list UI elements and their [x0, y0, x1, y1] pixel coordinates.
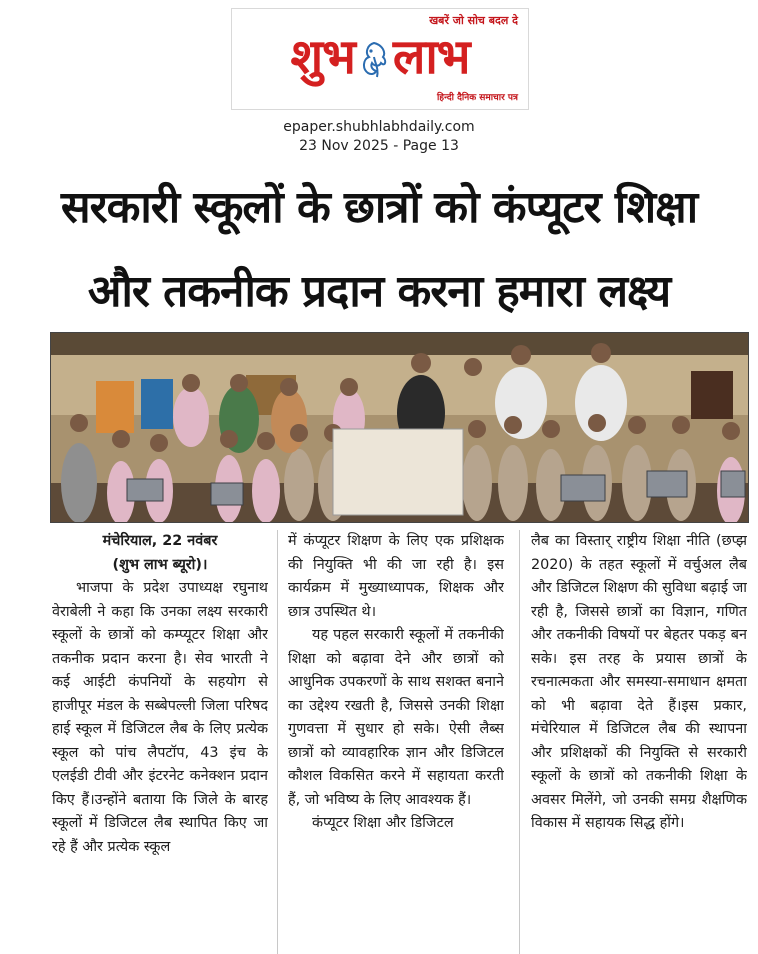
column-divider: [519, 530, 520, 954]
headline-line-2: और तकनीक प्रदान करना हमारा लक्ष्य: [87, 266, 671, 317]
masthead-subtagline: हिन्दी दैनिक समाचार पत्र: [436, 93, 518, 103]
article-paragraph: कंप्यूटर शिक्षा और डिजिटल: [312, 815, 454, 831]
article-paragraph: भाजपा के प्रदेश उपाध्यक्ष रघुनाथ वेराबेली ने कहा कि उनका लक्ष्य सरकारी स्कूलों के छात्रों को कम्प्यूटर शिक्षा और तकनीक प्रदान करना है। सेव भारती ने कई आईटी कंपनियों के सहयोग से हाजीपूर मंडल के सब्बेपल्ली जिला परिषद हाई स्कूल में डिजिटल लैब के लिए प्रत्येक स्कूल को पांच लैपटॉप, 43 इंच के एलईडी टीवी और इंटरनेट कनेक्शन प्रदान किए हैं।उन्होंने बताया कि जिले के बारह स्कूलों में डिजिटल लैब स्थापित किए जा रहे हैं और प्रत्येक स्कूल: [52, 580, 268, 855]
article-column-1: [52, 530, 268, 954]
masthead-tagline: खबरें जो सोच बदल दे: [429, 14, 518, 27]
brand-left: शुभ: [290, 29, 355, 85]
headline-line-1: सरकारी स्कूलों के छात्रों को कंप्यूटर शिक्षा: [60, 182, 698, 233]
article-paragraph: यह पहल सरकारी स्कूलों में तकनीकी शिक्षा को बढ़ावा देने और छात्रों को आधुनिक उपकरणों के साथ सशक्त बनाने का उद्देश्य रखती है, जिससे उनकी शिक्षा गुणवत्ता में सुधार हो सके। ऐसी लैब्स छात्रों को व्यावहारिक ज्ञान और डिजिटल कौशल विकसित करने में सहायता करती हैं, जो भविष्य के लिए आवश्यक हैं।: [288, 627, 504, 808]
article-column-2: [288, 530, 504, 954]
date-page: 23 Nov 2025 - Page 13: [299, 138, 459, 154]
dateline-bureau: (शुभ लाभ ब्यूरो)।: [112, 556, 208, 573]
article-paragraph: में कंप्यूटर शिक्षण के लिए एक प्रशिक्षक की नियुक्ति भी की जा रही है। इस कार्यक्रम में मुख्याध्यापक, शिक्षक और छात्र उपस्थित थे।: [288, 533, 504, 620]
page-meta: [0, 118, 758, 156]
photo-illustration: [51, 333, 748, 522]
masthead: [231, 8, 529, 110]
article-paragraph: लैब का विस्तार् राष्ट्रीय शिक्षा नीति (छप्झ 2020) के तहत स्कूलों में वर्चुअल लैब और डिजिटल शिक्षण की सुविधा बढ़ाई जा रही है, जिससे छात्रों का विज्ञान, गणित और तकनीकी विषयों पर बेहतर पकड़ बन सके। इस तरह के प्रयास छात्रों के रचनात्मकता और समस्या-समाधान क्षमता को भी बढ़ावा देते हैं।इस प्रकार, मंचेरियाल में डिजिटल लैब की स्थापना और प्रशिक्षकों की नियुक्ति से सरकारी स्कूलों के छात्रों को तकनीकी शिक्षा के अवसर मिलेंगे, जो उनकी समग्र शैक्षणिक विकास में सहायक सिद्ध होंगे।: [531, 533, 747, 831]
site-url[interactable]: epaper.shubhlabhdaily.com: [283, 119, 475, 135]
ganesh-logo-icon: [357, 39, 391, 81]
brand-logo: [238, 29, 522, 85]
brand-right: लाभ: [392, 29, 470, 85]
dateline-place-date: मंचेरियाल, 22 नवंबर: [102, 533, 218, 549]
news-photo: [50, 332, 749, 523]
article-column-3: [531, 530, 747, 954]
column-divider: [277, 530, 278, 954]
